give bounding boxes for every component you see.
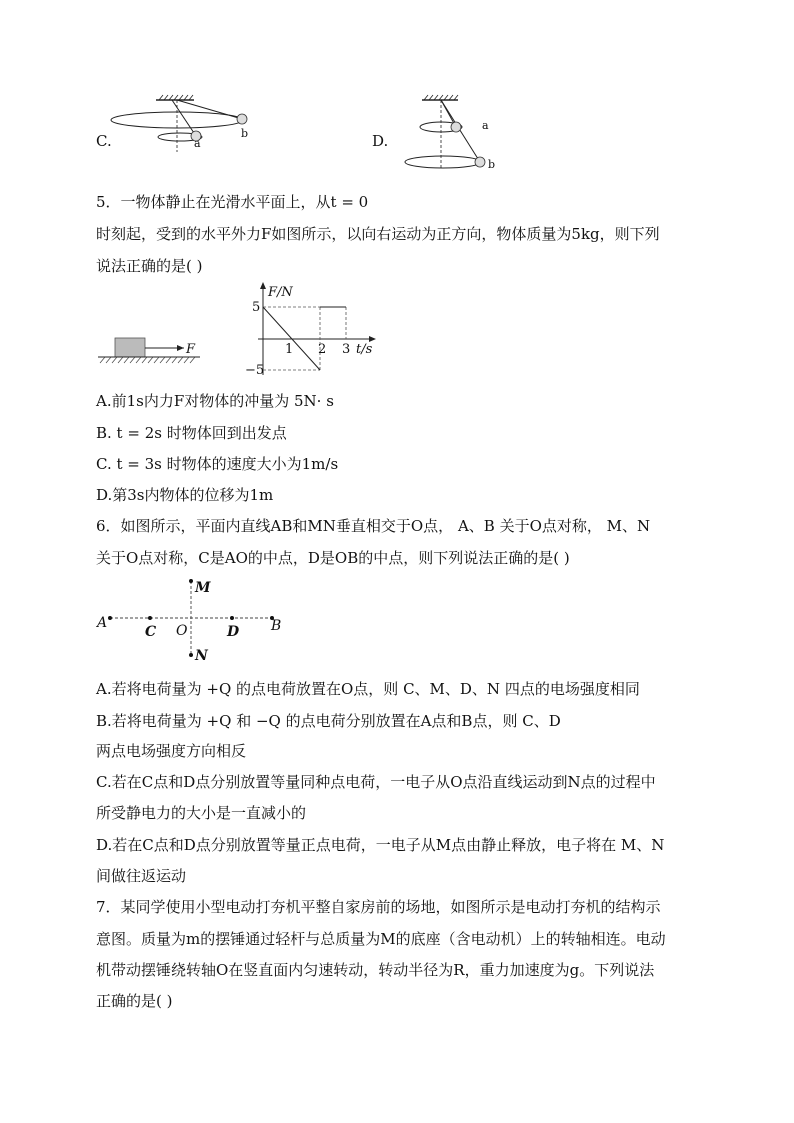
point-label-c: C — [145, 624, 157, 640]
figure-d-label-a: a — [482, 119, 489, 132]
point-label-m: M — [195, 580, 211, 596]
charge-axes-figure — [100, 575, 280, 665]
graph-tick-2: 2 — [318, 342, 327, 357]
point-label-n: N — [195, 648, 208, 664]
q5-stem-line-2: 时刻起，受到的水平外力F如图所示，以向右运动为正方向，物体质量为5kg，则下列 — [96, 225, 660, 243]
point-label-b: B — [271, 618, 282, 634]
graph-tick-neg5: −5 — [245, 363, 265, 378]
q5-stem-line-1: 5．一物体静止在光滑水平面上，从t = 0 — [96, 193, 369, 211]
figure-d-label-b: b — [488, 158, 496, 171]
graph-y-axis-label: F/N — [268, 285, 293, 300]
q6-option-b: B.若将电荷量为 +Q 和 −Q 的点电荷分别放置在A点和B点，则 C、D — [96, 712, 561, 730]
q6-stem-line-2: 关于O点对称，C是AO的中点，D是OB的中点，则下列说法正确的是( ) — [96, 549, 570, 567]
q6-option-c-cont: 所受静电力的大小是一直减小的 — [96, 804, 307, 822]
q5-option-b: B. t = 2s 时物体回到出发点 — [96, 424, 287, 442]
point-label-a: A — [97, 615, 108, 631]
q6-option-c: C.若在C点和D点分别放置等量同种点电荷，一电子从O点沿直线运动到N点的过程中 — [96, 773, 656, 791]
graph-x-axis-label: t/s — [356, 342, 373, 357]
option-d-label: D. — [372, 132, 389, 150]
q6-stem-line-1: 6．如图所示，平面内直线AB和MN垂直相交于O点， A、B 关于O点对称， M、N — [96, 517, 651, 535]
q7-stem-line-1: 7．某同学使用小型电动打夯机平整自家房前的场地，如图所示是电动打夯机的结构示 — [96, 898, 661, 916]
graph-tick-3: 3 — [342, 342, 351, 357]
figure-c-label-b: b — [241, 127, 249, 140]
q6-option-d: D.若在C点和D点分别放置等量正点电荷，一电子从M点由静止释放，电子将在 M、N — [96, 836, 665, 854]
q5-stem-line-3: 说法正确的是( ) — [96, 257, 203, 275]
conical-pendulum-figure-c — [92, 92, 262, 162]
q7-stem-line-3: 机带动摆锤绕转轴O在竖直面内匀速转动，转动半径为R，重力加速度为g。下列说法 — [96, 961, 655, 979]
figure-c-label-a: a — [194, 137, 201, 150]
q5-option-c: C. t = 3s 时物体的速度大小为1m/s — [96, 455, 339, 473]
q5-option-d: D.第3s内物体的位移为1m — [96, 486, 274, 504]
point-label-o: O — [176, 623, 188, 639]
point-label-d: D — [227, 624, 240, 640]
graph-tick-1: 1 — [285, 342, 294, 357]
q7-stem-line-2: 意图。质量为m的摆锤通过轻杆与总质量为M的底座（含电动机）上的转轴相连。电动 — [96, 930, 666, 948]
q5-option-a: A.前1s内力F对物体的冲量为 5N· s — [96, 392, 334, 410]
option-c-label: C. — [96, 132, 112, 150]
force-label-f: F — [186, 342, 196, 357]
q6-option-d-cont: 间做往返运动 — [96, 867, 187, 885]
q7-stem-line-4: 正确的是( ) — [96, 992, 173, 1010]
q6-option-b-cont: 两点电场强度方向相反 — [96, 742, 247, 760]
graph-tick-5: 5 — [252, 300, 261, 315]
q6-option-a: A.若将电荷量为 +Q 的点电荷放置在O点，则 C、M、D、N 四点的电场强度相同 — [96, 680, 640, 698]
